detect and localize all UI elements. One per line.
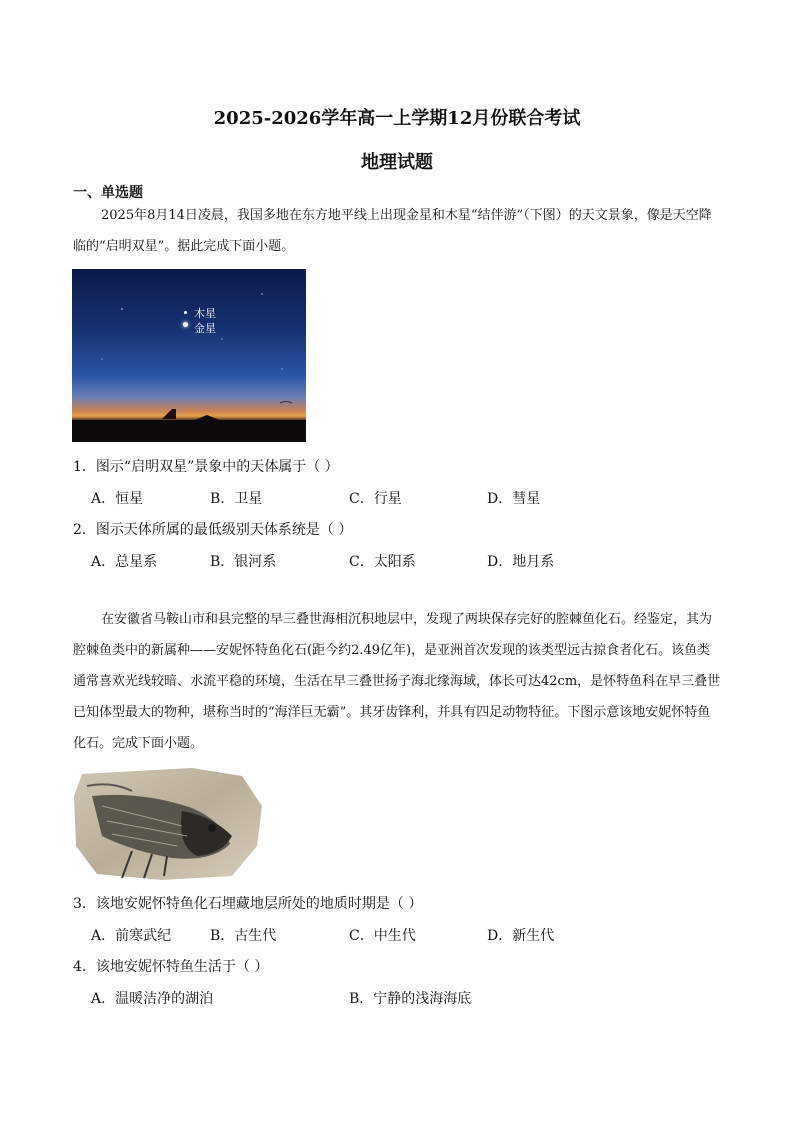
exam-title: 2025-2026学年高一上学期12月份联合考试 bbox=[213, 108, 581, 129]
q1-option-d: D．彗星 bbox=[487, 491, 541, 507]
exam-subtitle: 地理试题 bbox=[361, 152, 433, 173]
venus-label: 金星 bbox=[194, 322, 216, 335]
jupiter-label: 木星 bbox=[194, 307, 216, 320]
q4-option-b: B．宁静的浅海海底 bbox=[349, 991, 472, 1007]
q1-option-b: B．卫星 bbox=[210, 491, 263, 507]
passage-2: 在安徽省马鞍山市和县完整的早三叠世海相沉积地层中，发现了两块保存完好的腔棘鱼化石。经鉴定，其为腔棘鱼类中的新属种——安妮怀特鱼化石(距今约2.49亿年)，是亚洲首次发现的该类型远古掠食者化石。该鱼类通常喜欢光线较暗、水流平稳的环境，生活在早三叠世扬子海北缘海域，体长可达42cm，是怀特鱼科在早三叠世已知体型最大的物种，堪称当时的“海洋巨无霸”。其牙齿锋利，并具有四足动物特征。下图示意该地安妮怀特鱼化石。完成下面小题。 bbox=[73, 612, 721, 751]
fossil-photo bbox=[72, 766, 263, 882]
q1-option-a: A．恒星 bbox=[91, 491, 144, 507]
q3-option-d: D．新生代 bbox=[487, 928, 555, 944]
q2-option-d: D．地月系 bbox=[487, 554, 555, 570]
venus-dot bbox=[183, 322, 188, 327]
sky-photo-drawing bbox=[72, 269, 306, 442]
sky-photo bbox=[72, 269, 306, 442]
question-3-stem: 3．该地安妮怀特鱼化石埋藏地层所处的地质时期是（ ） bbox=[73, 896, 423, 912]
jupiter-dot bbox=[184, 311, 187, 314]
q3-option-b: B．古生代 bbox=[210, 928, 277, 944]
q2-option-a: A．总星系 bbox=[91, 554, 158, 570]
passage-1: 2025年8月14日凌晨，我国多地在东方地平线上出现金星和木星“结伴游”（下图）的天文景象，像是天空降临的“启明双星”。据此完成下面小题。 bbox=[73, 208, 712, 254]
question-1-stem: 1．图示“启明双星”景象中的天体属于（ ） bbox=[73, 459, 339, 475]
q3-option-c: C．中生代 bbox=[349, 928, 416, 944]
section-heading: 一、单选题 bbox=[73, 185, 143, 201]
q3-option-a: A．前寒武纪 bbox=[91, 928, 172, 944]
question-2-stem: 2．图示天体所属的最低级别天体系统是（ ） bbox=[73, 522, 353, 538]
q2-option-b: B．银河系 bbox=[210, 554, 277, 570]
fossil-photo-drawing bbox=[72, 766, 263, 882]
question-4-stem: 4．该地安妮怀特鱼生活于（ ） bbox=[73, 959, 269, 975]
horizon-ground bbox=[72, 420, 306, 442]
q4-option-a: A．温暖洁净的湖泊 bbox=[91, 991, 214, 1007]
q2-option-c: C．太阳系 bbox=[349, 554, 416, 570]
q1-option-c: C．行星 bbox=[349, 491, 402, 507]
